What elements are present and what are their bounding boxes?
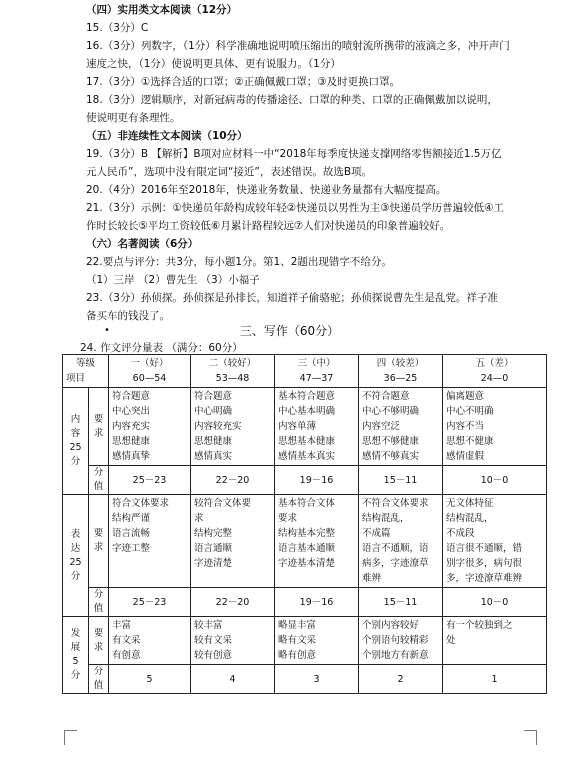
score-cell: 2	[359, 665, 443, 694]
rubric-requirement-row	[63, 617, 547, 665]
answer-16-line1: 16.（3分）列数字，（1分）科学准确地说明喷压缩出的喷射流所携带的液滴之多，冲开声门	[86, 40, 510, 52]
score-cell: 22－20	[191, 466, 275, 495]
answer-21-line2: 作时长较长⑤平均工资较低⑥月累计路程较远⑦人们对快递员的印象普遍较好。	[86, 220, 451, 232]
writing-section-title: 三、写作（60分）	[239, 324, 340, 338]
section-4-heading: （四）实用类文本阅读（12分）	[86, 4, 238, 16]
requirement-label: 要 求	[89, 388, 109, 466]
answer-23-line2: 备买车的钱没了。	[86, 310, 170, 322]
rubric-section-label: 内 容 25 分	[63, 388, 89, 495]
requirement-cell: 略显丰富 略有文采 略有创意	[275, 617, 359, 665]
requirement-label: 要 求	[89, 617, 109, 665]
header-level-5: 五（差） 24—0	[443, 355, 547, 388]
rubric-body	[63, 388, 547, 694]
header-level-1: 一（好） 60—54	[109, 355, 191, 388]
answer-17: 17.（3分）①选择合适的口罩；②正确佩戴口罩；③及时更换口罩。	[86, 76, 401, 88]
requirement-cell: 较符合文体要 求 结构完整 语言通顺 字迹清楚	[191, 495, 275, 588]
score-cell: 19－16	[275, 588, 359, 617]
score-label: 分 值	[89, 588, 109, 617]
rubric-caption: 24. 作文评分量表 （满分：60分）	[80, 342, 243, 354]
score-cell: 15－11	[359, 466, 443, 495]
answer-21-line1: 21.（3分）示例：①快递员年龄构成较年轻②快递员以男性为主③快递员学历普遍较低④工	[86, 202, 505, 214]
requirement-cell: 偏离题意 中心不明确 内容不当 思想不健康 感情虚假	[443, 388, 547, 466]
score-cell: 1	[443, 665, 547, 694]
requirement-cell: 基本符合文体 要求 结构基本完整 语言基本通顺 字迹基本清楚	[275, 495, 359, 588]
answer-16-line2: 速度之快，（1分）使说明更具体、更有说服力。（1分）	[86, 58, 341, 70]
stray-bullet: •	[104, 325, 110, 336]
header-grade: 等级	[76, 358, 96, 369]
score-cell: 25－23	[109, 466, 191, 495]
rubric-requirement-row	[63, 495, 547, 588]
score-cell: 15－11	[359, 588, 443, 617]
answer-18-line2: 使说明更有条理性。	[86, 112, 181, 124]
answer-23-line1: 23.（3分）孙侦探。孙侦探是孙排长，知道祥子偷骆驼；孙侦探说曹先生是乱党。祥子准	[86, 292, 498, 304]
rubric-table	[62, 354, 547, 694]
rubric-score-row	[63, 588, 547, 617]
rubric-header-row	[63, 355, 547, 388]
requirement-cell: 符合题意 中心突出 内容充实 思想健康 感情真挚	[109, 388, 191, 466]
requirement-cell: 有一个较独到之 处	[443, 617, 547, 665]
requirement-cell: 符合文体要求 结构严谨 语言流畅 字迹工整	[109, 495, 191, 588]
answer-22: 22.要点与评分：共3分，每小题1分。第1、2题出现错字不给分。	[86, 256, 392, 268]
score-cell: 3	[275, 665, 359, 694]
answer-19-line2: 元人民币”，选项中没有限定词“接近”，表述错误。故选B项。	[86, 166, 373, 178]
score-cell: 10－0	[443, 466, 547, 495]
answer-20: 20.（4分）2016年至2018年，快递业务数量、快递业务量都有大幅度提高。	[86, 184, 447, 196]
score-cell: 25－23	[109, 588, 191, 617]
rubric-score-row	[63, 665, 547, 694]
section-6-heading: （六）名著阅读（6分）	[86, 238, 199, 250]
score-cell: 22－20	[191, 588, 275, 617]
answer-18-line1: 18.（3分）逻辑顺序，对新冠病毒的传播途径、口罩的种类、口罩的正确佩戴加以说明，	[86, 94, 498, 106]
header-grade-item	[63, 355, 109, 388]
rubric-section-label: 发 展 5 分	[63, 617, 89, 694]
requirement-cell: 不符合题意 中心不够明确 内容空泛 思想不够健康 感情不够真实	[359, 388, 443, 466]
requirement-cell: 不符合文体要求 结构混乱， 不成篇 语言不通顺，语 病多，字迹潦草 难辨	[359, 495, 443, 588]
score-cell: 10－0	[443, 588, 547, 617]
header-level-4: 四（较差） 36—25	[359, 355, 443, 388]
requirement-cell: 基本符合题意 中心基本明确 内容单薄 思想基本健康 感情基本真实	[275, 388, 359, 466]
requirement-cell: 较丰富 较有文采 较有创意	[191, 617, 275, 665]
page-corner-mark-right	[524, 730, 537, 745]
requirement-cell: 无文体特征 结构混乱， 不成段 语言很不通顺，错 别字很多，病句很 多，字迹潦草难辨	[443, 495, 547, 588]
answer-19-line1: 19.（3分）B 【解析】B项对应材料一中“2018年每季度快递支撑网络零售额接近1.5万亿	[86, 148, 502, 160]
score-label: 分 值	[89, 466, 109, 495]
answer-22-items: （1）三岸 （2）曹先生 （3）小福子	[86, 274, 260, 286]
header-item: 项目	[66, 373, 86, 384]
score-label: 分 值	[89, 665, 109, 694]
score-cell: 4	[191, 665, 275, 694]
section-5-heading: （五）非连续性文本阅读（10分）	[86, 130, 248, 142]
answer-15: 15.（3分）C	[86, 22, 149, 34]
requirement-cell: 个别内容较好 个别语句较精彩 个别地方有新意	[359, 617, 443, 665]
score-cell: 19－16	[275, 466, 359, 495]
score-cell: 5	[109, 665, 191, 694]
rubric-section-label: 表 达 25 分	[63, 495, 89, 617]
requirement-label: 要 求	[89, 495, 109, 588]
rubric-score-row	[63, 466, 547, 495]
requirement-cell: 符合题意 中心明确 内容较充实 思想健康 感情真实	[191, 388, 275, 466]
requirement-cell: 丰富 有文采 有创意	[109, 617, 191, 665]
rubric-requirement-row	[63, 388, 547, 466]
page-corner-mark-left	[64, 730, 77, 745]
header-level-2: 二（较好） 53—48	[191, 355, 275, 388]
header-level-3: 三（中） 47—37	[275, 355, 359, 388]
